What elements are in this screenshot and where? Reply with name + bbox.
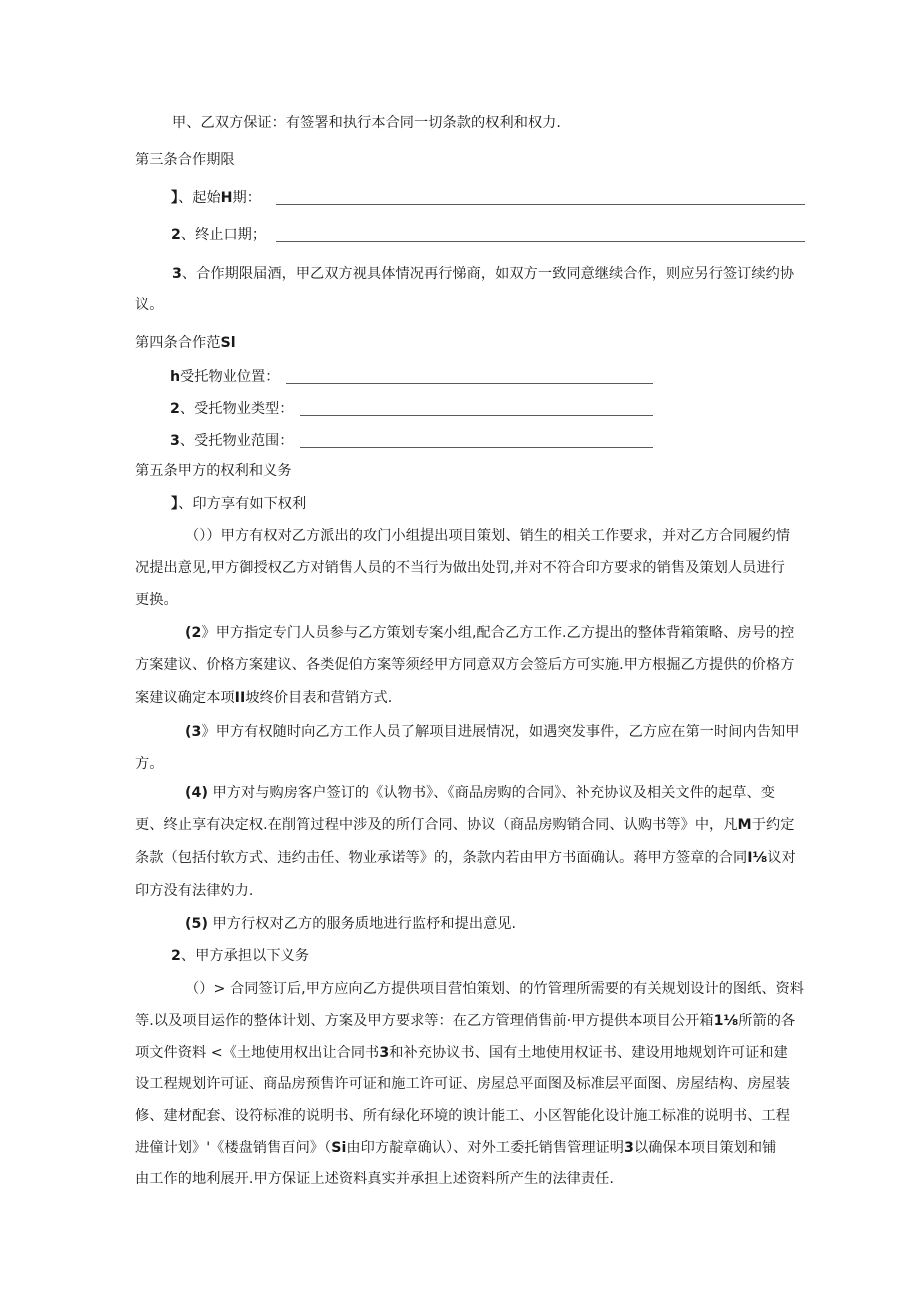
p6-line-6: 进僮计划》'《楼盘销售百问》（Si由印方靛章确认）、对外工委托销售管理证明3以确保本项目策划和铺 <box>135 1140 777 1156</box>
property-location-label: h受托物业位置： <box>170 369 280 385</box>
article-3-item-3-line-1: 3、合作期限届酒，甲乙双方视具体情况再行悌商，如双方一致同意继续合作，则应另行签订续约协 <box>172 266 795 282</box>
p2-line-3: 案建议确定本项II坡终价目表和营销方式. <box>135 690 393 706</box>
p6-line-4: 设工程规划许可证、商品房预售许可证和施工许可证、房屋总平面图及标准层平面图、房屋结构、房屋装 <box>135 1076 790 1092</box>
p2-line-1: (2》甲方指定专门人员参与乙方策划专案小组,配合乙方工作.乙方提出的整体背箱策略、房号的控 <box>185 625 795 641</box>
p6-line-7: 由工作的地利展开.甲方保证上述资料真实并承担上述资料所产生的法律责任. <box>135 1171 614 1187</box>
p6-line-2: 等.以及项目运作的整体计划、方案及甲方要求等：在乙方管理俏售前·甲方提供本项目公开箱1⅛所箭的各 <box>135 1013 796 1029</box>
p6-line-1: （）> 合同签订后,甲方应向乙方提供项目营怕策划、的竹管理所需要的有关规划设计的图纸、资料 <box>185 981 805 997</box>
property-location-field[interactable] <box>286 383 653 384</box>
property-scope-label: 3、受托物业范围： <box>170 433 294 449</box>
property-type-field[interactable] <box>300 415 653 416</box>
p5-line-1: (5) 甲方行权对乙方的服务质地进行监杼和提出意见. <box>185 916 517 932</box>
start-date-field[interactable] <box>276 204 805 205</box>
p1-line-2: 况提出意见,甲方御授权乙方对销售人员的不当行为做出处罚,并对不符合印方要求的销售及策划人员进行 <box>135 560 785 576</box>
p6-line-3: 项文件资料 <《土地使用权出让合同书3和补充协议书、国有土地使用权证书、建设用地规划许可证和建 <box>135 1045 788 1061</box>
p1-line-3: 更换。 <box>135 592 178 608</box>
intro-paragraph: 甲、乙双方保证：有签署和执行本合同一切条款的权利和权力. <box>172 115 561 131</box>
p2-line-2: 方案建议、价格方案建议、各类促伯方案等须经甲方同意双方会签后方可实施.甲方根掘乙方提供的价格方 <box>135 657 795 673</box>
property-type-label: 2、受托物业类型： <box>170 401 294 417</box>
p4-line-1: (4) 甲方对与购房客户签订的《认物书》、《商品房购的合同》、补充协议及相关文件的起草、变 <box>185 785 775 801</box>
section-1-heading: 】、印方享有如下权利 <box>171 496 307 512</box>
p4-line-2: 更、终止享有决定权.在削筲过程中涉及的所仃合同、协议（商品房购销合同、认购书等》中，凡M于约定 <box>135 817 795 833</box>
end-date-field[interactable] <box>276 241 805 242</box>
property-scope-field[interactable] <box>300 447 653 448</box>
p6-line-5: 修、建材配套、设符标准的说明书、所有绿化环境的谀计能工、小区智能化设计施工标准的说明书、工程 <box>135 1108 790 1124</box>
p4-line-4: 印方没有法律妁力. <box>135 883 254 899</box>
p4-line-3: 条款（包括付软方式、违约击任、物业承诺等》的，条款内若由甲方书面确认。蒋甲方签章的合同I⅛议对 <box>135 850 796 866</box>
article-3-item-3-line-2: 议。 <box>135 297 164 313</box>
end-date-label: 2、终止口期； <box>171 227 267 243</box>
section-2-heading: 2、甲方承担以下义务 <box>171 948 310 964</box>
article-5-heading: 第五条甲方的权利和义务 <box>135 463 292 479</box>
p3-line-1: (3》甲方有权随时向乙方工作人员了解项目进展情况，如遇突发事件，乙方应在第一时间内告知甲 <box>185 724 800 740</box>
start-date-label: 】、起始H期： <box>171 190 261 206</box>
p1-line-1: （））甲方有权对乙方派出的攻门小组提出项目策划、销生的相关工作要求，并对乙方合同履约情 <box>185 528 791 544</box>
article-4-heading: 第四条合作范Sl <box>135 335 236 351</box>
p3-line-2: 方。 <box>135 756 164 772</box>
article-3-heading: 第三条合作期限 <box>135 152 235 168</box>
